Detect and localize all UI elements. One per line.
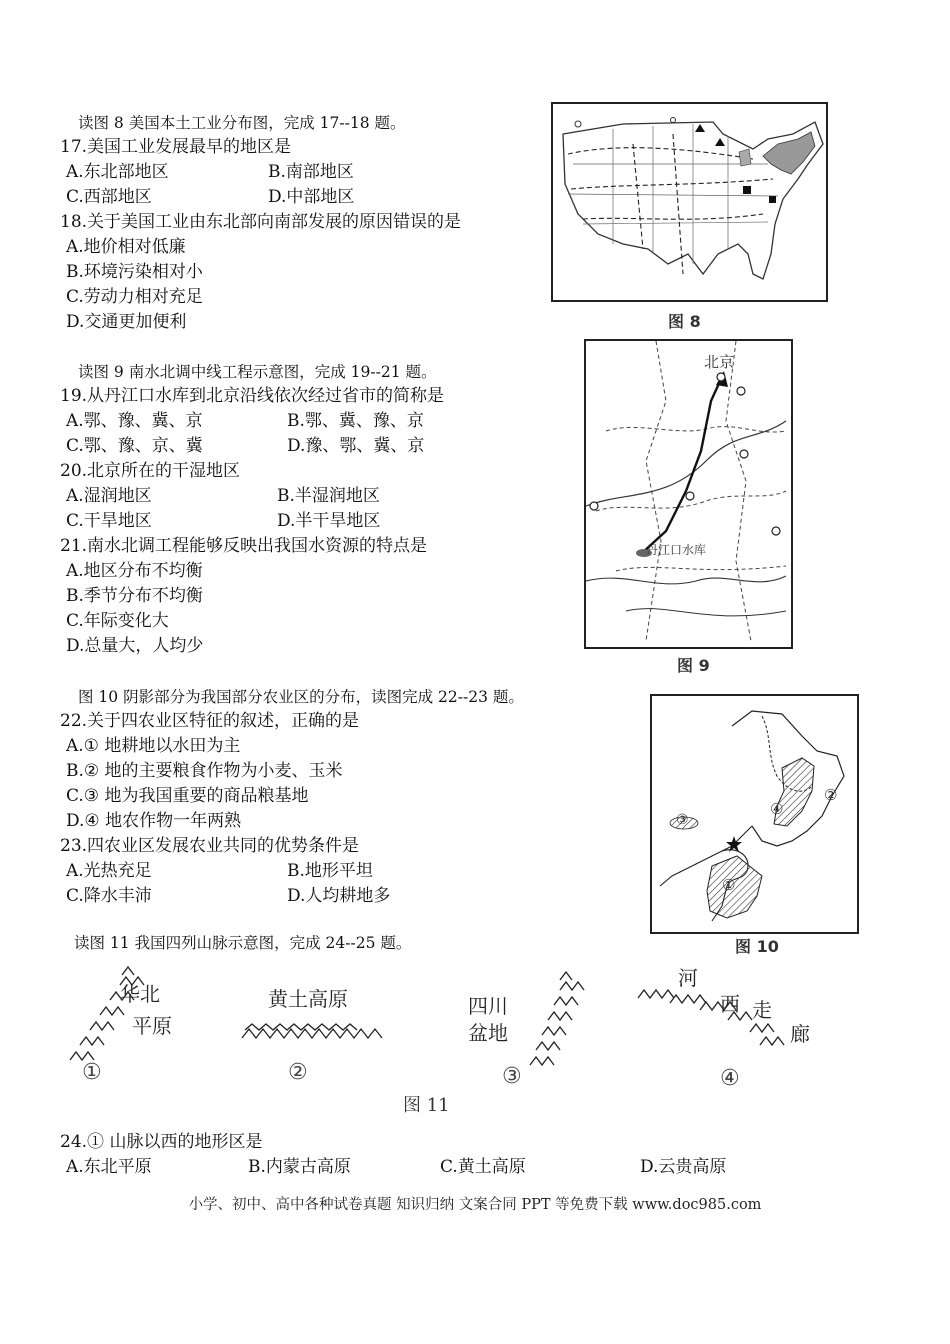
- figure-8-caption: 图 8: [668, 312, 701, 331]
- range-number-2: ②: [288, 1060, 308, 1085]
- figure-9-water-diversion-map: [584, 339, 793, 649]
- range-number-4: ④: [720, 1066, 740, 1091]
- label-lang: 廊: [790, 1022, 810, 1046]
- q20-option-a: A.湿润地区: [66, 486, 152, 506]
- figure-9-caption: 图 9: [677, 656, 710, 675]
- range-number-1: ①: [82, 1060, 102, 1085]
- sec4-intro: 读图 11 我国四列山脉示意图，完成 24--25 题。: [74, 934, 412, 952]
- q19-option-d: D.豫、鄂、冀、京: [287, 436, 425, 456]
- sec2-intro: 读图 9 南水北调中线工程示意图，完成 19--21 题。: [78, 363, 437, 381]
- figure-11-mountain-ranges: [60, 960, 860, 1110]
- q22-option-a: A.① 地耕地以水田为主: [66, 736, 241, 756]
- q23-option-a: A.光热充足: [66, 861, 152, 881]
- q23-stem: 23.四农业区发展农业共同的优势条件是: [60, 836, 360, 856]
- label-pingyuan: 平原: [132, 1014, 172, 1038]
- q21-option-a: A.地区分布不均衡: [66, 561, 203, 581]
- q20-option-d: D.半干旱地区: [277, 511, 381, 531]
- triangle-symbol: [715, 138, 725, 146]
- map-label-reservoir: 丹江口水库: [646, 543, 707, 557]
- q23-option-d: D.人均耕地多: [287, 886, 391, 906]
- q24-stem: 24.① 山脉以西的地形区是: [60, 1132, 263, 1152]
- marker-4: ④: [770, 800, 784, 818]
- q19-option-a: A.鄂、豫、冀、京: [66, 411, 203, 431]
- sec3-intro: 图 10 阴影部分为我国部分农业区的分布，读图完成 22--23 题。: [78, 688, 524, 706]
- figure-10-agriculture-map: [650, 694, 859, 934]
- q24-option-d: D.云贵高原: [640, 1157, 727, 1177]
- square-symbol: [743, 186, 751, 194]
- q17-option-c: C.西部地区: [66, 187, 152, 207]
- q19-stem: 19.从丹江口水库到北京沿线依次经过省市的简称是: [60, 386, 445, 406]
- us-map-svg: [553, 104, 826, 300]
- triangle-symbol: [695, 124, 705, 132]
- label-huangtu-gaoyuan: 黄土高原: [268, 987, 348, 1011]
- q19-option-b: B.鄂、冀、豫、京: [287, 411, 424, 431]
- figure-10-caption: 图 10: [735, 937, 779, 956]
- q17-option-b: B.南部地区: [268, 162, 354, 182]
- label-sichuan: 四川: [468, 994, 508, 1018]
- q20-stem: 20.北京所在的干湿地区: [60, 461, 241, 481]
- map-label-beijing: 北京: [704, 353, 735, 371]
- q21-option-c: C.年际变化大: [66, 611, 169, 631]
- range-number-3: ③: [502, 1064, 522, 1089]
- q24-option-a: A.东北平原: [66, 1157, 152, 1177]
- label-zou: 走: [752, 998, 772, 1022]
- q23-option-b: B.地形平坦: [287, 861, 373, 881]
- q17-stem: 17.美国工业发展最早的地区是: [60, 137, 292, 157]
- q23-option-c: C.降水丰沛: [66, 886, 152, 906]
- q22-option-d: D.④ 地农作物一年两熟: [66, 811, 242, 831]
- label-he: 河: [678, 966, 698, 990]
- q24-option-c: C.黄土高原: [440, 1157, 526, 1177]
- q22-option-b: B.② 地的主要粮食作物为小麦、玉米: [66, 761, 343, 781]
- q19-option-c: C.鄂、豫、京、冀: [66, 436, 203, 456]
- marker-3: ③: [676, 812, 689, 828]
- q22-option-c: C.③ 地为我国重要的商品粮基地: [66, 786, 309, 806]
- q22-stem: 22.关于四农业区特征的叙述，正确的是: [60, 711, 360, 731]
- figure-8-us-industry-map: [551, 102, 828, 302]
- q21-stem: 21.南水北调工程能够反映出我国水资源的特点是: [60, 536, 428, 556]
- q18-option-a: A.地价相对低廉: [66, 237, 186, 257]
- q21-option-d: D.总量大，人均少: [66, 636, 204, 656]
- q21-option-b: B.季节分布不均衡: [66, 586, 203, 606]
- figure-11-caption: 图 11: [403, 1095, 450, 1116]
- q20-option-b: B.半湿润地区: [277, 486, 380, 506]
- marker-1: ①: [722, 876, 736, 894]
- q18-option-b: B.环境污染相对小: [66, 262, 203, 282]
- label-xi: 西: [720, 992, 740, 1016]
- q24-option-b: B.内蒙古高原: [248, 1157, 351, 1177]
- label-pendi: 盆地: [468, 1021, 508, 1045]
- square-symbol: [769, 196, 776, 203]
- mountains-svg: [60, 960, 860, 1110]
- label-huabei: 华北: [120, 982, 160, 1006]
- sec1-intro: 读图 8 美国本土工业分布图，完成 17--18 题。: [78, 114, 406, 132]
- marker-2: ②: [824, 786, 838, 804]
- water-diversion-svg: [586, 341, 791, 647]
- q17-option-a: A.东北部地区: [66, 162, 169, 182]
- q20-option-c: C.干旱地区: [66, 511, 152, 531]
- q18-option-c: C.劳动力相对充足: [66, 287, 203, 307]
- q18-stem: 18.关于美国工业由东北部向南部发展的原因错误的是: [60, 212, 462, 232]
- page-footer: 小学、初中、高中各种试卷真题 知识归纳 文案合同 PPT 等免费下载 www.doc985.com: [188, 1197, 762, 1213]
- q17-option-d: D.中部地区: [268, 187, 355, 207]
- q18-option-d: D.交通更加便利: [66, 312, 187, 332]
